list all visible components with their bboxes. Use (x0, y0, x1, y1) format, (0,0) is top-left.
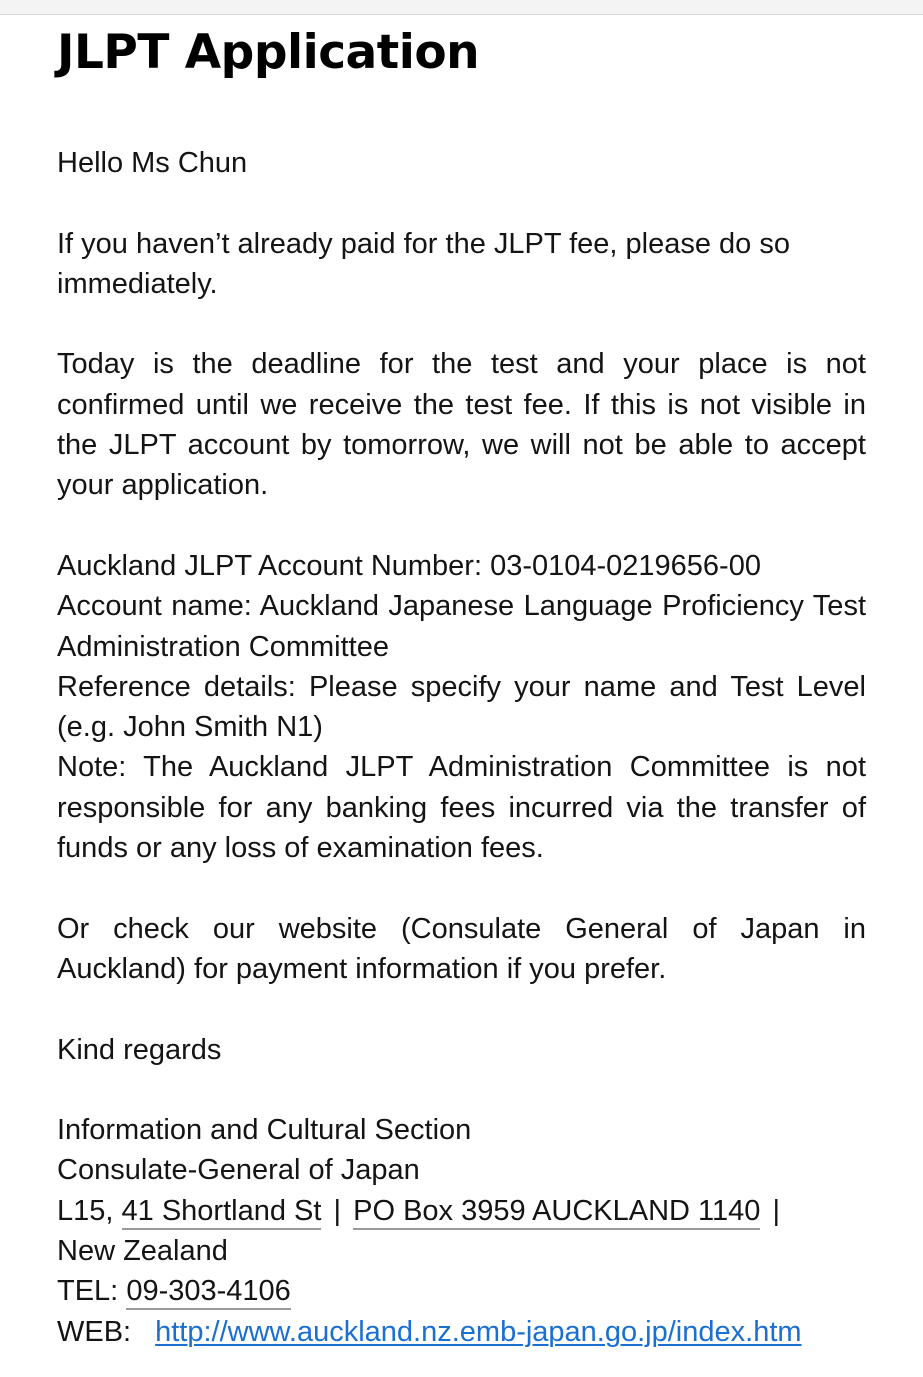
closing-text: Kind regards (57, 1033, 222, 1066)
email-body (57, 143, 866, 1352)
po-box-link[interactable]: PO Box 3959 AUCKLAND 1140 (353, 1195, 760, 1230)
signature-address-line (57, 1191, 866, 1231)
account-number-line: Auckland JLPT Account Number: 03-0104-0219656-00 (57, 549, 761, 582)
address-separator: | (333, 1194, 342, 1227)
deadline-paragraph: Today is the deadline for the test and your place is not confirmed until we receive the test fee. If this is not visible in the JLPT account by tomorrow, we will not be able to accept your application. (57, 348, 866, 502)
signature-tel-line (57, 1271, 866, 1311)
signature-section: Information and Cultural Section (57, 1114, 472, 1147)
signature-block (57, 1110, 866, 1352)
reference-details-line: Reference details: Please specify your name and Test Level (e.g. John Smith N1) (57, 670, 866, 744)
greeting-text: Hello Ms Chun (57, 147, 248, 179)
account-name-line: Account name: Auckland Japanese Language Proficiency Test Administration Committee (57, 590, 866, 663)
signature-web-line (57, 1312, 866, 1352)
signature-organization: Consulate-General of Japan (57, 1154, 420, 1187)
window-top-divider (0, 0, 923, 15)
bank-details-block (57, 546, 866, 868)
phone-number-link[interactable]: 09-303-4106 (126, 1275, 290, 1310)
address-separator-end: | (772, 1194, 781, 1227)
disclaimer-note-line: Note: The Auckland JLPT Administration Committee is not responsible for any banking fees incurred via the transfer of funds or any loss of examination fees. (57, 751, 866, 865)
website-link[interactable]: http://www.auckland.nz.emb-japan.go.jp/index.htm (155, 1315, 802, 1348)
payment-paragraph: If you haven’t already paid for the JLPT fee, please do so immediately. (57, 227, 790, 300)
website-paragraph: Or check our website (Consulate General of Japan in Auckland) for payment information if you prefer. (57, 912, 866, 985)
email-subject: JLPT Application (57, 25, 480, 80)
street-address-link[interactable]: 41 Shortland St (122, 1195, 322, 1230)
tel-label: TEL: (57, 1275, 119, 1308)
address-prefix: L15, (57, 1194, 114, 1227)
signature-country: New Zealand (57, 1235, 228, 1268)
web-label: WEB: (57, 1315, 132, 1348)
